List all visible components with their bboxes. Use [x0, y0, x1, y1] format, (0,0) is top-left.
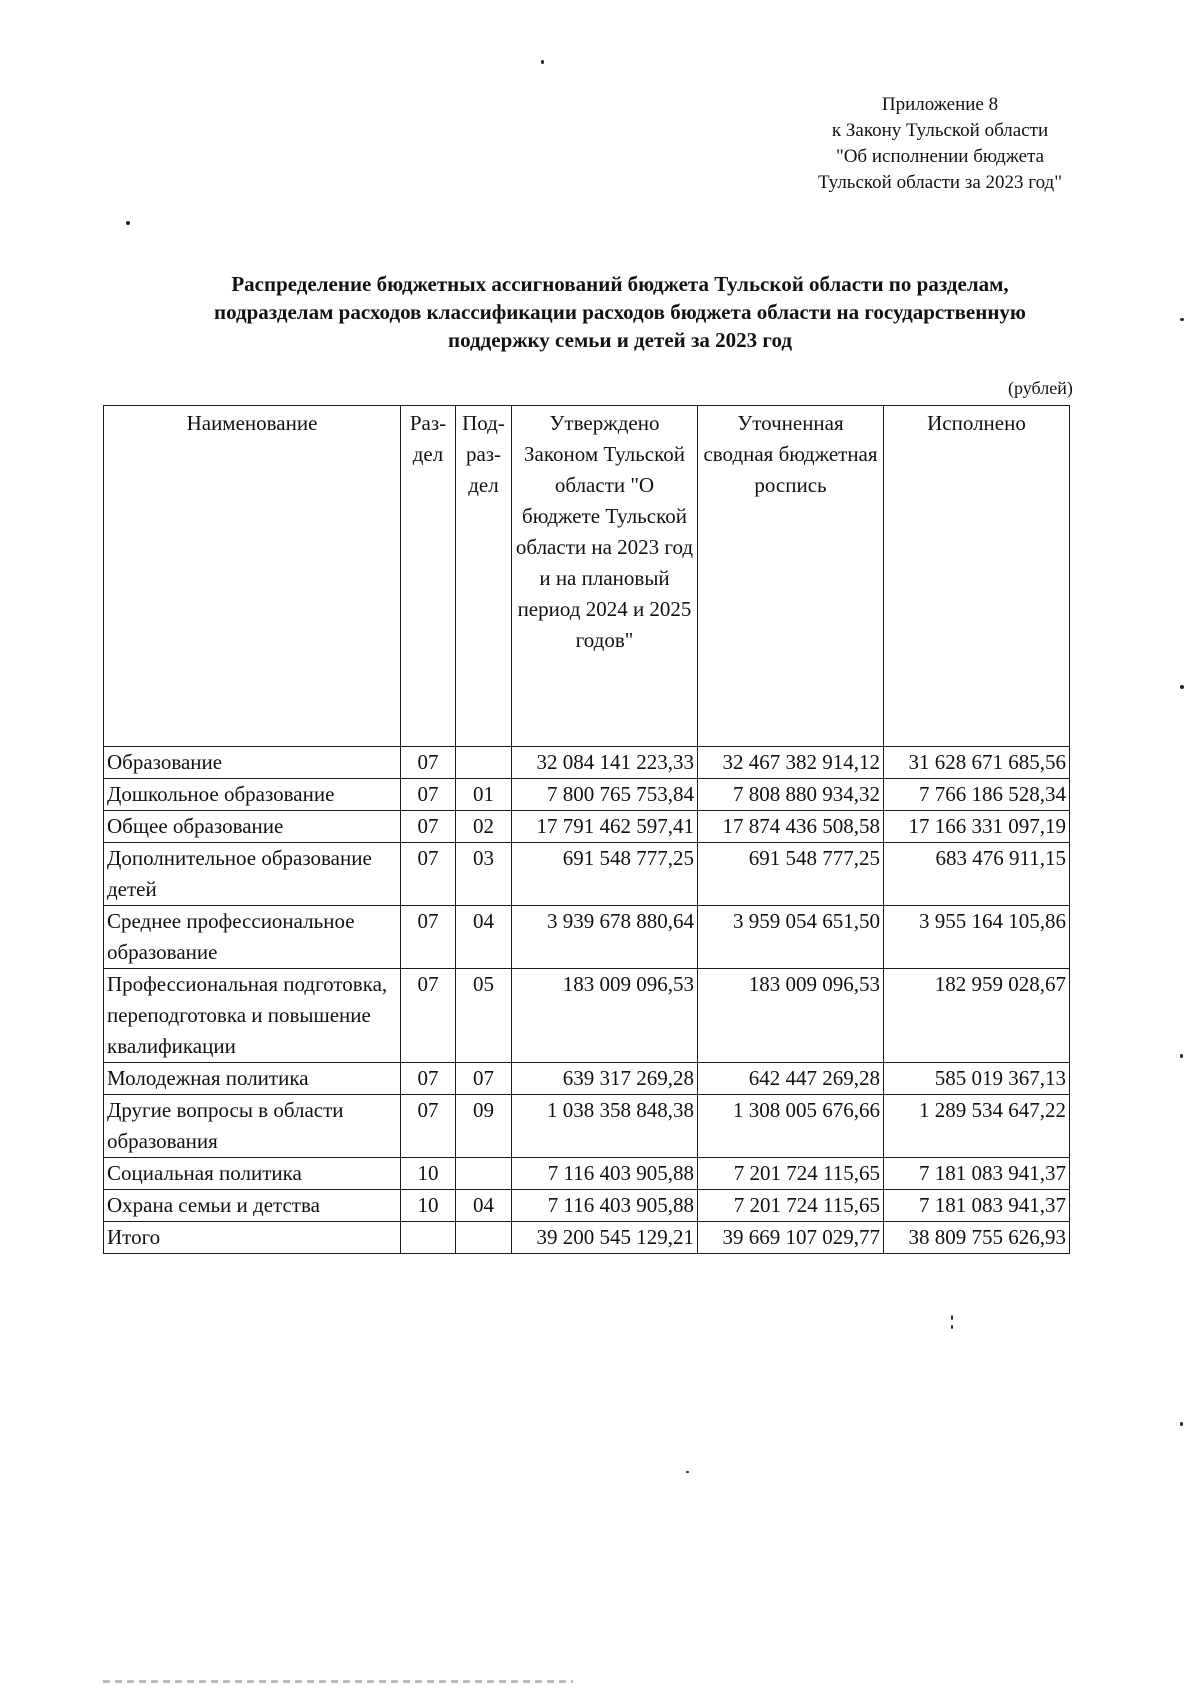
row-razdel: 07: [401, 969, 456, 1063]
row-approved: 7 116 403 905,88: [512, 1158, 698, 1190]
row-approved: 7 800 765 753,84: [512, 779, 698, 811]
scan-speck: [1180, 685, 1184, 689]
row-podrazdel: [456, 1158, 512, 1190]
document-title: [120, 270, 1120, 354]
row-name: Среднее профессиональное образование: [104, 906, 401, 969]
row-podrazdel: [456, 747, 512, 779]
row-approved: 32 084 141 223,33: [512, 747, 698, 779]
title-line: Распределение бюджетных ассигнований бюджета Тульской области по разделам,: [231, 272, 1009, 296]
row-podrazdel: 09: [456, 1095, 512, 1158]
table-row: [104, 1190, 1070, 1222]
row-name: Итого: [104, 1222, 401, 1254]
table-row: [104, 906, 1070, 969]
row-approved: 691 548 777,25: [512, 843, 698, 906]
row-name: Другие вопросы в области образования: [104, 1095, 401, 1158]
title-line: поддержку семьи и детей за 2023 год: [448, 328, 792, 352]
row-executed: 683 476 911,15: [884, 843, 1070, 906]
row-refined: 7 808 880 934,32: [698, 779, 884, 811]
header-podrazdel: Под- раз- дел: [456, 406, 512, 747]
row-name: Дополнительное образование детей: [104, 843, 401, 906]
table-row: [104, 1063, 1070, 1095]
row-executed: 585 019 367,13: [884, 1063, 1070, 1095]
row-approved: 39 200 545 129,21: [512, 1222, 698, 1254]
table-row: [104, 811, 1070, 843]
units-label: (рублей): [1008, 378, 1073, 398]
row-podrazdel: 04: [456, 1190, 512, 1222]
row-podrazdel: 05: [456, 969, 512, 1063]
row-executed: 31 628 671 685,56: [884, 747, 1070, 779]
row-podrazdel: 03: [456, 843, 512, 906]
row-refined: 32 467 382 914,12: [698, 747, 884, 779]
table-row: [104, 969, 1070, 1063]
header-approved: Утверждено Законом Тульской области "О бюджете Тульской области на 2023 год и на плановый период 2024 и 2025 годов": [512, 406, 698, 747]
row-razdel: 07: [401, 1063, 456, 1095]
appendix-line: Тульской области за 2023 год": [818, 172, 1062, 193]
header-razdel: Раз- дел: [401, 406, 456, 747]
row-approved: 1 038 358 848,38: [512, 1095, 698, 1158]
row-name: Молодежная политика: [104, 1063, 401, 1095]
row-podrazdel: 02: [456, 811, 512, 843]
row-podrazdel: [456, 1222, 512, 1254]
row-refined: 642 447 269,28: [698, 1063, 884, 1095]
scan-speck: [541, 60, 544, 64]
scan-speck: [951, 1315, 953, 1320]
appendix-block: [790, 92, 1090, 196]
row-approved: 183 009 096,53: [512, 969, 698, 1063]
row-razdel: 07: [401, 811, 456, 843]
row-executed: 7 181 083 941,37: [884, 1158, 1070, 1190]
row-refined: 3 959 054 651,50: [698, 906, 884, 969]
row-refined: 1 308 005 676,66: [698, 1095, 884, 1158]
row-name: Охрана семьи и детства: [104, 1190, 401, 1222]
row-name: Социальная политика: [104, 1158, 401, 1190]
scan-speck: [1180, 318, 1184, 321]
row-refined: 7 201 724 115,65: [698, 1190, 884, 1222]
row-name: Профессиональная подготовка, переподготовка и повышение квалификации: [104, 969, 401, 1063]
row-razdel: 07: [401, 747, 456, 779]
row-executed: 182 959 028,67: [884, 969, 1070, 1063]
row-refined: 691 548 777,25: [698, 843, 884, 906]
table-body: [104, 747, 1070, 1254]
row-executed: 17 166 331 097,19: [884, 811, 1070, 843]
row-name: Общее образование: [104, 811, 401, 843]
row-razdel: 07: [401, 906, 456, 969]
row-razdel: 07: [401, 779, 456, 811]
row-razdel: 10: [401, 1190, 456, 1222]
row-executed: 7 766 186 528,34: [884, 779, 1070, 811]
row-refined: 183 009 096,53: [698, 969, 884, 1063]
scan-speck: [1180, 1054, 1183, 1058]
row-approved: 7 116 403 905,88: [512, 1190, 698, 1222]
row-executed: 3 955 164 105,86: [884, 906, 1070, 969]
row-approved: 3 939 678 880,64: [512, 906, 698, 969]
header-name: Наименование: [104, 406, 401, 747]
row-refined: 17 874 436 508,58: [698, 811, 884, 843]
table-row: [104, 747, 1070, 779]
row-executed: 7 181 083 941,37: [884, 1190, 1070, 1222]
table-row: [104, 843, 1070, 906]
row-razdel: 07: [401, 1095, 456, 1158]
total-row: [104, 1222, 1070, 1254]
table-row: [104, 779, 1070, 811]
row-approved: 639 317 269,28: [512, 1063, 698, 1095]
scan-speck: [1180, 1422, 1183, 1426]
appendix-line: Приложение 8: [881, 94, 999, 115]
table-row: [104, 1158, 1070, 1190]
row-approved: 17 791 462 597,41: [512, 811, 698, 843]
row-name: Образование: [104, 747, 401, 779]
footer-scan-noise: [103, 1680, 573, 1683]
scan-speck: [686, 1471, 689, 1473]
scan-speck: [951, 1325, 953, 1329]
header-refined: Уточненная сводная бюджетная роспись: [698, 406, 884, 747]
row-executed: 38 809 755 626,93: [884, 1222, 1070, 1254]
row-podrazdel: 01: [456, 779, 512, 811]
appendix-line: к Закону Тульской области: [831, 120, 1049, 141]
row-razdel: 10: [401, 1158, 456, 1190]
row-podrazdel: 04: [456, 906, 512, 969]
budget-table: [103, 405, 1070, 1254]
row-refined: 7 201 724 115,65: [698, 1158, 884, 1190]
scan-speck: [126, 221, 130, 225]
header-executed: Исполнено: [884, 406, 1070, 747]
appendix-line: "Об исполнении бюджета: [835, 146, 1045, 167]
row-razdel: [401, 1222, 456, 1254]
table-row: [104, 1095, 1070, 1158]
row-razdel: 07: [401, 843, 456, 906]
title-line: подразделам расходов классификации расходов бюджета области на государственную: [214, 300, 1026, 324]
row-podrazdel: 07: [456, 1063, 512, 1095]
row-name: Дошкольное образование: [104, 779, 401, 811]
header-row: [104, 406, 1070, 747]
row-executed: 1 289 534 647,22: [884, 1095, 1070, 1158]
row-refined: 39 669 107 029,77: [698, 1222, 884, 1254]
